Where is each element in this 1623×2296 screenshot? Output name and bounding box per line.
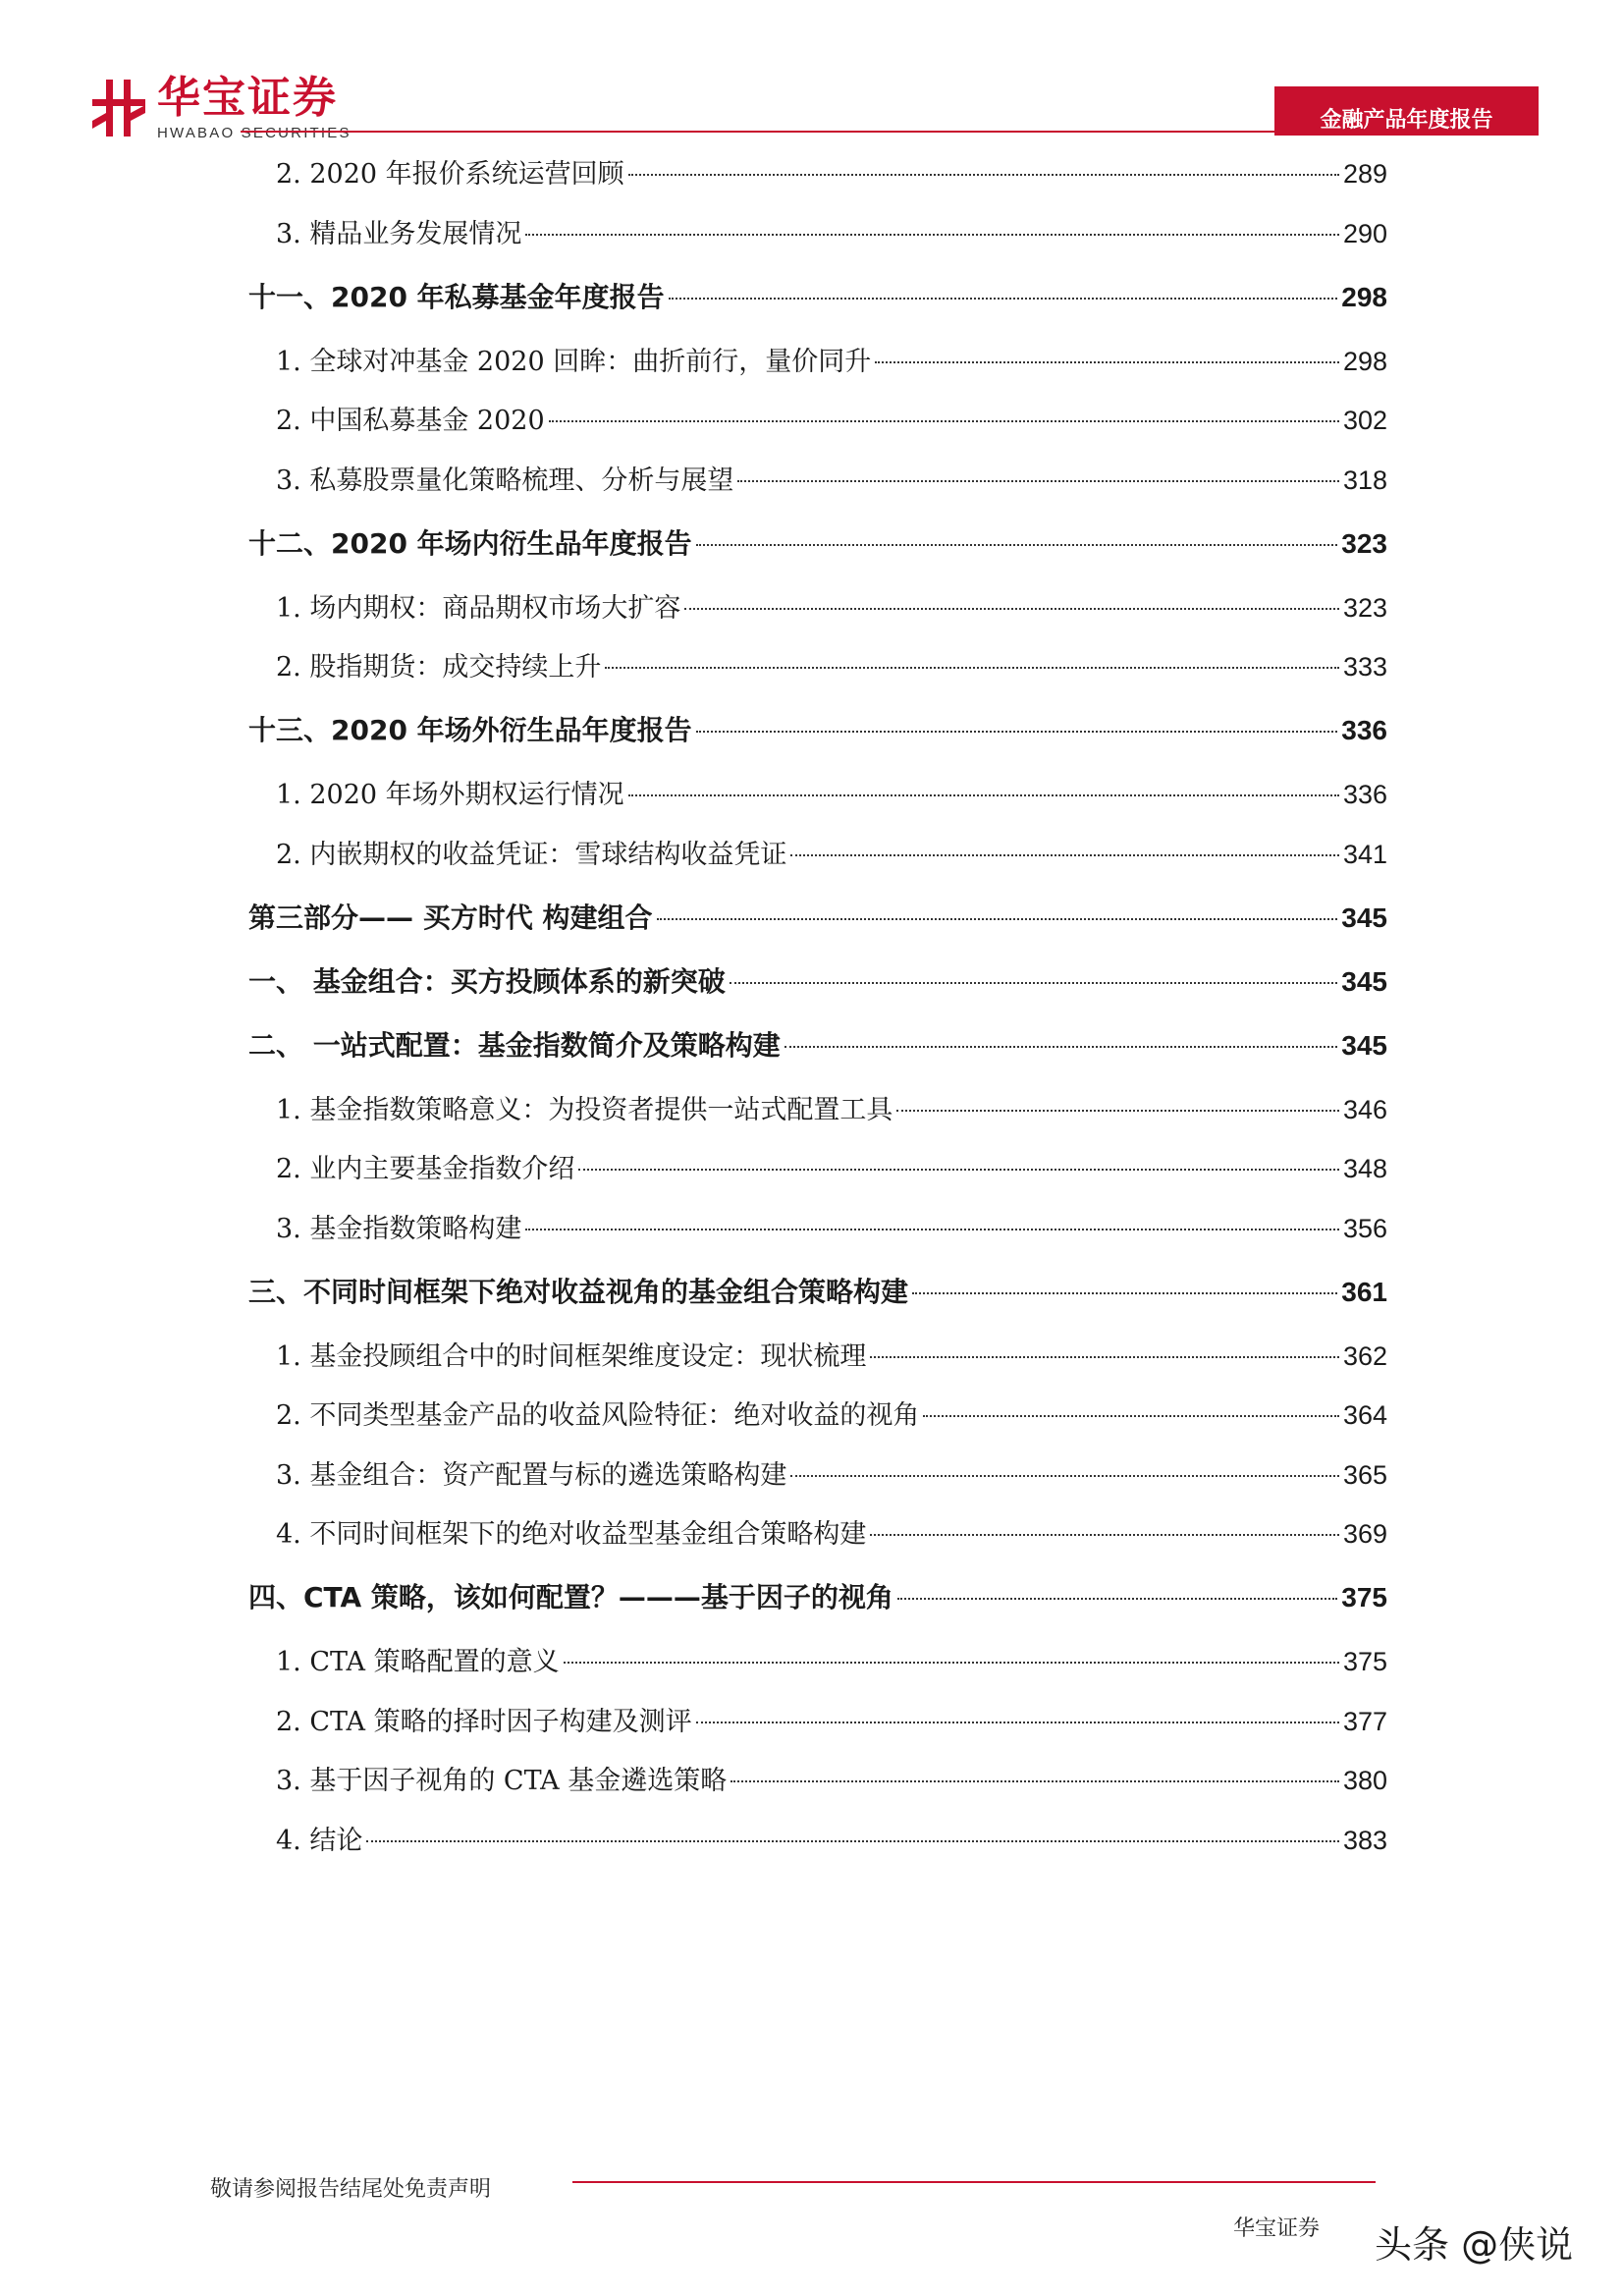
toc-entry-page-number: 364 [1342, 1400, 1387, 1430]
toc-dot-leader [912, 1292, 1337, 1294]
logo-english-name: HWABAO SECURITIES [157, 124, 352, 141]
toc-subsection-entry[interactable] [276, 1700, 1387, 1739]
toc-subsection-entry[interactable] [276, 586, 1387, 626]
toc-entry-title: 四、CTA 策略，该如何配置？———基于因子的视角 [248, 1581, 893, 1613]
toc-entry-title: 2. 股指期货：成交持续上升 [276, 652, 602, 683]
toc-subsection-entry[interactable] [276, 773, 1387, 812]
toc-subsection-entry[interactable] [276, 1819, 1387, 1858]
toc-dot-leader [628, 174, 1339, 176]
toc-entry-page-number: 341 [1342, 840, 1387, 869]
toc-dot-leader [784, 1046, 1338, 1048]
toc-dot-leader [897, 1598, 1337, 1600]
toc-entry-title: 4. 结论 [276, 1826, 363, 1856]
logo-chinese-name: 华宝证券 [157, 72, 338, 123]
toc-subsection-entry[interactable] [276, 1512, 1387, 1552]
toc-entry-title: 1. 基金投顾组合中的时间框架维度设定：现状梳理 [276, 1341, 867, 1372]
toc-entry-title: 一、 基金组合：买方投顾体系的新突破 [248, 965, 726, 998]
toc-dot-leader [696, 1722, 1339, 1723]
toc-subsection-entry[interactable] [276, 1335, 1387, 1374]
toc-dot-leader [870, 1356, 1339, 1358]
toc-entry-page-number: 383 [1342, 1826, 1387, 1855]
toc-entry-title: 2. 中国私募基金 2020 [276, 406, 545, 436]
toc-subsection-entry[interactable] [276, 340, 1387, 379]
footer-disclaimer: 敬请参阅报告结尾处免责声明 [210, 2177, 492, 2202]
toc-entry-page-number: 302 [1342, 406, 1387, 435]
toc-dot-leader [564, 1662, 1339, 1664]
toc-subsection-entry[interactable] [276, 152, 1387, 191]
toc-subsection-entry[interactable] [276, 833, 1387, 872]
toc-entry-title: 3. 私募股票量化策略梳理、分析与展望 [276, 465, 734, 496]
toc-entry-page-number: 289 [1342, 159, 1387, 189]
toc-entry-title: 3. 基于因子视角的 CTA 基金遴选策略 [276, 1766, 728, 1796]
watermark: 头条 @侠说 [1375, 2223, 1574, 2267]
toc-entry-title: 4. 不同时间框架下的绝对收益型基金组合策略构建 [276, 1519, 867, 1550]
toc-entry-page-number: 375 [1342, 1647, 1387, 1676]
toc-dot-leader [923, 1415, 1339, 1417]
toc-entry-page-number: 345 [1341, 966, 1387, 997]
toc-dot-leader [730, 1780, 1339, 1782]
toc-section-entry[interactable] [248, 1576, 1387, 1615]
toc-section-entry[interactable] [248, 897, 1387, 936]
toc-entry-page-number: 356 [1342, 1214, 1387, 1243]
toc-entry-page-number: 336 [1341, 715, 1387, 745]
toc-subsection-entry[interactable] [276, 459, 1387, 498]
toc-entry-title: 1. 基金指数策略意义：为投资者提供一站式配置工具 [276, 1095, 893, 1125]
toc-entry-page-number: 323 [1342, 593, 1387, 623]
toc-entry-title: 十三、2020 年场外衍生品年度报告 [248, 714, 692, 746]
toc-section-entry[interactable] [248, 1271, 1387, 1310]
toc-entry-page-number: 333 [1342, 652, 1387, 682]
toc-section-entry[interactable] [248, 522, 1387, 562]
toc-entry-title: 2. 2020 年报价系统运营回顾 [276, 159, 624, 190]
toc-dot-leader [525, 1229, 1339, 1230]
toc-entry-title: 第三部分—— 买方时代 构建组合 [248, 902, 653, 934]
toc-entry-page-number: 290 [1342, 219, 1387, 248]
toc-entry-page-number: 345 [1341, 1030, 1387, 1061]
toc-entry-title: 1. 场内期权：商品期权市场大扩容 [276, 593, 681, 624]
toc-entry-page-number: 298 [1341, 282, 1387, 312]
footer-divider [572, 2181, 1376, 2183]
toc-entry-page-number: 362 [1342, 1341, 1387, 1371]
toc-dot-leader [684, 608, 1339, 610]
toc-subsection-entry[interactable] [276, 399, 1387, 438]
toc-dot-leader [525, 234, 1339, 236]
toc-subsection-entry[interactable] [276, 645, 1387, 684]
toc-entry-title: 3. 基金组合：资产配置与标的遴选策略构建 [276, 1460, 787, 1491]
toc-dot-leader [549, 420, 1339, 422]
toc-dot-leader [628, 794, 1339, 796]
toc-section-entry[interactable] [248, 1024, 1387, 1064]
toc-dot-leader [578, 1169, 1339, 1171]
toc-subsection-entry[interactable] [276, 1759, 1387, 1798]
toc-subsection-entry[interactable] [276, 1453, 1387, 1493]
toc-entry-title: 1. 2020 年场外期权运行情况 [276, 780, 624, 810]
toc-entry-title: 3. 基金指数策略构建 [276, 1214, 522, 1244]
toc-dot-leader [696, 544, 1338, 546]
toc-entry-page-number: 380 [1342, 1766, 1387, 1795]
toc-entry-page-number: 369 [1342, 1519, 1387, 1549]
toc-dot-leader [366, 1840, 1339, 1842]
toc-entry-title: 三、不同时间框架下绝对收益视角的基金组合策略构建 [248, 1276, 909, 1308]
toc-entry-page-number: 365 [1342, 1460, 1387, 1490]
toc-dot-leader [657, 918, 1338, 920]
report-type-tag: 金融产品年度报告 [1274, 86, 1539, 136]
toc-subsection-entry[interactable] [276, 1640, 1387, 1679]
company-logo [90, 69, 352, 147]
toc-dot-leader [870, 1534, 1339, 1536]
toc-dot-leader [605, 667, 1339, 669]
toc-dot-leader [896, 1110, 1339, 1112]
hwabao-logo-icon [90, 76, 147, 140]
toc-entry-title: 2. 不同类型基金产品的收益风险特征：绝对收益的视角 [276, 1400, 920, 1431]
toc-entry-title: 1. CTA 策略配置的意义 [276, 1647, 560, 1677]
toc-entry-page-number: 375 [1341, 1582, 1387, 1613]
toc-entry-page-number: 323 [1341, 528, 1387, 559]
toc-entry-page-number: 377 [1342, 1707, 1387, 1736]
toc-entry-page-number: 346 [1342, 1095, 1387, 1124]
toc-dot-leader [696, 731, 1338, 733]
toc-entry-title: 2. CTA 策略的择时因子构建及测评 [276, 1707, 692, 1737]
toc-dot-leader [737, 480, 1339, 482]
toc-entry-title: 3. 精品业务发展情况 [276, 219, 522, 249]
toc-entry-page-number: 298 [1342, 347, 1387, 376]
toc-entry-title: 十一、2020 年私募基金年度报告 [248, 281, 665, 313]
toc-section-entry[interactable] [248, 276, 1387, 315]
toc-entry-page-number: 336 [1342, 780, 1387, 809]
toc-entry-page-number: 345 [1341, 902, 1387, 933]
toc-entry-page-number: 348 [1342, 1154, 1387, 1183]
toc-subsection-entry[interactable] [276, 1394, 1387, 1433]
toc-entry-title: 1. 全球对冲基金 2020 回眸：曲折前行，量价同升 [276, 347, 872, 377]
toc-entry-title: 2. 业内主要基金指数介绍 [276, 1154, 575, 1184]
toc-dot-leader [790, 1475, 1339, 1477]
toc-section-entry[interactable] [248, 709, 1387, 748]
toc-entry-title: 十二、2020 年场内衍生品年度报告 [248, 527, 692, 560]
toc-entry-title: 二、 一站式配置：基金指数简介及策略构建 [248, 1029, 781, 1062]
toc-dot-leader [875, 361, 1339, 363]
toc-subsection-entry[interactable] [276, 1207, 1387, 1246]
toc-dot-leader [730, 982, 1338, 984]
toc-entry-page-number: 318 [1342, 465, 1387, 495]
toc-entry-page-number: 361 [1341, 1277, 1387, 1307]
toc-subsection-entry[interactable] [276, 1088, 1387, 1127]
toc-subsection-entry[interactable] [276, 212, 1387, 251]
toc-dot-leader [669, 298, 1338, 300]
toc-subsection-entry[interactable] [276, 1147, 1387, 1186]
toc-dot-leader [790, 854, 1339, 856]
toc-entry-title: 2. 内嵌期权的收益凭证：雪球结构收益凭证 [276, 840, 787, 870]
toc-section-entry[interactable] [248, 960, 1387, 1000]
footer-brand: 华宝证券 [1233, 2216, 1321, 2241]
